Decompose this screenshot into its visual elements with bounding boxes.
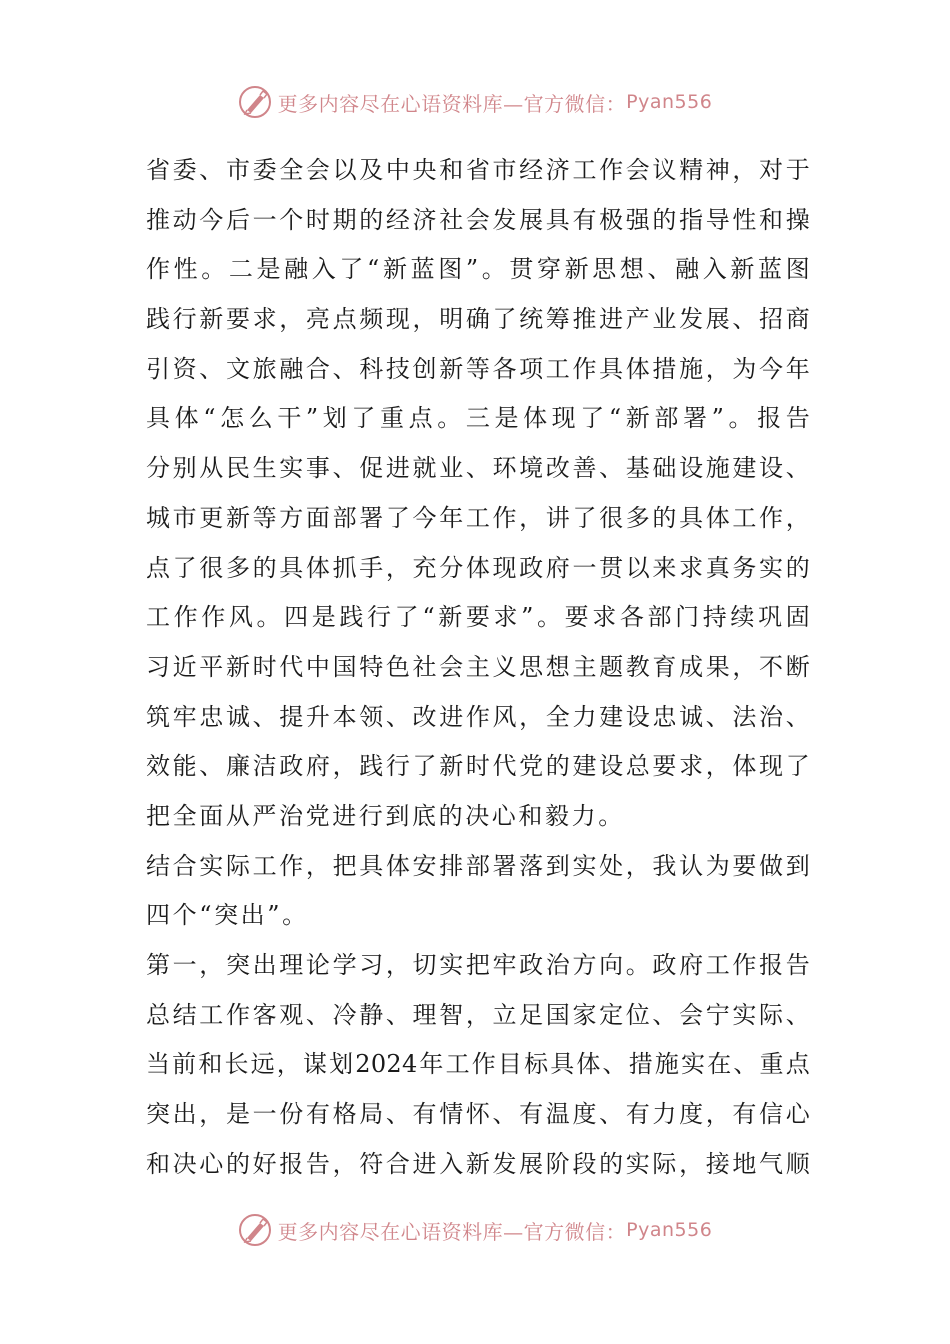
text-line: 突出，是一份有格局、有情怀、有温度、有力度，有信心 [146,1100,810,1129]
text-line: 第一，突出理论学习，切实把牢政治方向。政府工作报告 [146,951,810,979]
text-line: 当前和长远，谋划2024年工作目标具体、措施实在、重点 [146,1050,810,1079]
text-line: 结合实际工作，把具体安排部署落到实处，我认为要做到 [146,851,810,880]
text-line: 推动今后一个时期的经济社会发展具有极强的指导性和操 [146,205,810,234]
text-line: 具体“怎么干”划了重点。三是体现了“新部署”。报告 [146,404,810,433]
header-banner-text: 更多内容尽在心语资料库—官方微信： [277,91,627,116]
footer-watermark-banner [0,1210,950,1250]
text-line: 和决心的好报告，符合进入新发展阶段的实际，接地气顺 [146,1149,810,1178]
header-watermark-banner [0,82,950,122]
footer-wechat-id: Pyan556 [626,1219,713,1241]
text-line: 把全面从严治党进行到底的决心和毅力。 [146,801,625,830]
header-wechat-id: Pyan556 [626,91,713,113]
text-line: 工作作风。四是践行了“新要求”。要求各部门持续巩固 [146,603,810,632]
footer-banner-text: 更多内容尽在心语资料库—官方微信： [277,1219,627,1244]
text-line: 分别从民生实事、促进就业、环境改善、基础设施建设、 [146,454,810,483]
pen-logo-icon [238,1213,272,1247]
text-line: 省委、市委全会以及中央和省市经济工作会议精神，对于 [146,156,810,184]
text-line: 点了很多的具体抓手，充分体现政府一贯以来求真务实的 [146,553,810,582]
pen-logo-icon [238,85,272,119]
text-line: 践行新要求，亮点频现，明确了统筹推进产业发展、招商 [146,305,810,334]
text-line: 筑牢忠诚、提升本领、改进作风，全力建设忠诚、法治、 [146,702,810,731]
text-line: 总结工作客观、冷静、理智，立足国家定位、会宁实际、 [146,1000,810,1029]
text-line: 引资、文旅融合、科技创新等各项工作具体措施，为今年 [146,354,810,383]
text-line: 效能、廉洁政府，践行了新时代党的建设总要求，体现了 [146,752,810,781]
text-line: 作性。二是融入了“新蓝图”。贯穿新思想、融入新蓝图 [146,255,810,284]
text-line: 城市更新等方面部署了今年工作，讲了很多的具体工作， [146,503,810,532]
text-line: 四个“突出”。 [146,901,309,930]
document-body [146,146,810,1189]
text-line: 习近平新时代中国特色社会主义思想主题教育成果，不断 [146,652,810,681]
